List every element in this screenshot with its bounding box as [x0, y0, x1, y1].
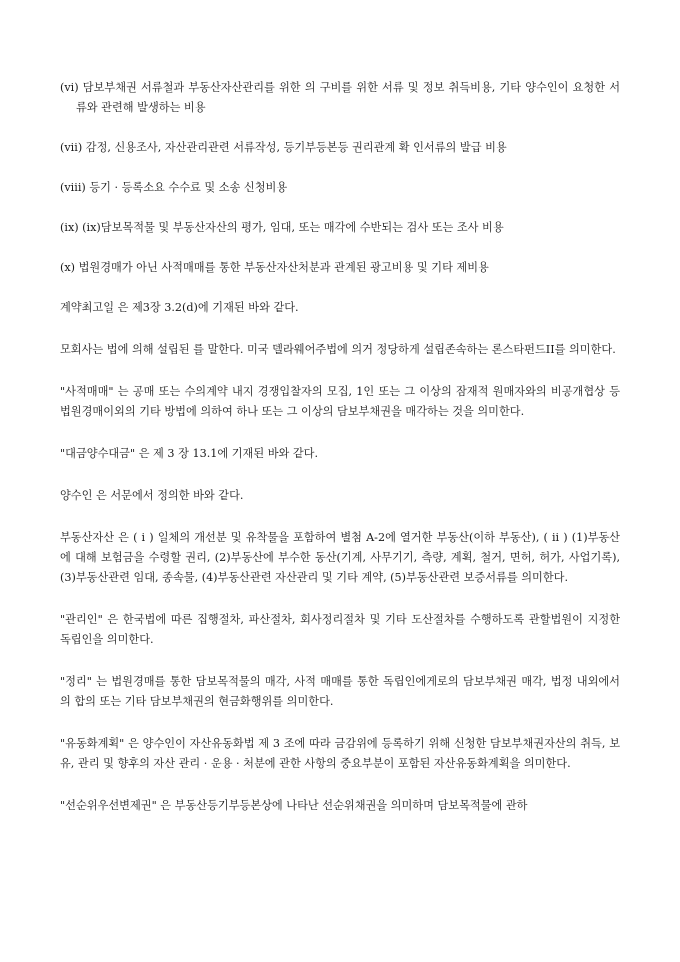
list-item: (viii) 등기 · 등록소요 수수료 및 소송 신청비용 — [60, 181, 288, 194]
list-item: (vi) 담보부채권 서류철과 부동산자산관리를 위한 의 구비를 위한 서류 및 정보 취득비용, 기타 양수인이 요청한 서류와 관련해 발생하는 비용 — [60, 81, 620, 114]
definition-paragraph: "정리" 는 법원경매를 통한 담보목적물의 매각, 사적 매매를 통한 독립인에게로의 담보부채권 매각, 법정 내외에서의 합의 또는 기타 담보부채권의 현금화행위를 의미한다. — [60, 675, 620, 708]
definition-paragraph: 부동산자산 은 ( i ) 일체의 개선분 및 유착물을 포함하여 별첨 A-2에 열거한 부동산(이하 부동산), ( ii ) (1)부동산에 대해 보험금을 수령할 권리, (2)부동산에 부수한 동산(기계, 사무기기, 측량, 계획, 철거, 면허, 허가, 사업기록), (3)부동산관련 임대, 종속물, (4)부동산관련 자산관리 및 기타 계약, (5)부동산관련 보증서류를 의미한다. — [60, 531, 620, 584]
list-item: (x) 법원경매가 아닌 사적매매를 통한 부동산자산처분과 관계된 광고비용 및 기타 제비용 — [60, 261, 489, 274]
definition-paragraph: 모회사는 법에 의해 설립된 를 말한다. 미국 델라웨어주법에 의거 정당하게 설립존속하는 론스타펀드II를 의미한다. — [60, 343, 616, 356]
list-item: (vii) 감정, 신용조사, 자산관리관련 서류작성, 등기부등본등 권리관계 확 인서류의 발급 비용 — [60, 141, 507, 154]
definition-paragraph: 계약최고일 은 제3장 3.2(d)에 기재된 바와 같다. — [60, 301, 299, 314]
definition-paragraph: 양수인 은 서문에서 정의한 바와 같다. — [60, 489, 244, 502]
definition-paragraph: "사적매매" 는 공매 또는 수의계약 내지 경쟁입찰자의 모집, 1인 또는 그 이상의 잠재적 원매자와의 비공개협상 등 법원경매이외의 기타 방법에 의하여 하나 또는 그 이상의 담보부채권을 매각하는 것을 의미한다. — [60, 385, 620, 418]
definition-paragraph: "관리인" 은 한국법에 따른 집행절차, 파산절차, 회사정리절차 및 기타 도산절차를 수행하도록 관할법원이 지정한 독립인을 의미한다. — [60, 613, 620, 646]
list-item: (ix) (ix)담보목적물 및 부동산자산의 평가, 임대, 또는 매각에 수반되는 검사 또는 조사 비용 — [60, 221, 504, 234]
definition-paragraph: "대금양수대금" 은 제 3 장 13.1에 기재된 바와 같다. — [60, 447, 319, 460]
definition-paragraph: "유동화계획" 은 양수인이 자산유동화법 제 3 조에 따라 금감위에 등록하기 위해 신청한 담보부채권자산의 취득, 보유, 관리 및 향후의 자산 관리 · 운용 · 처분에 관한 사항의 중요부분이 포함된 자산유동화계획을 의미한다. — [60, 737, 620, 770]
definition-paragraph: "선순위우선변제권" 은 부동산등기부등본상에 나타난 선순위채권을 의미하며 담보목적물에 관하 — [60, 799, 528, 812]
